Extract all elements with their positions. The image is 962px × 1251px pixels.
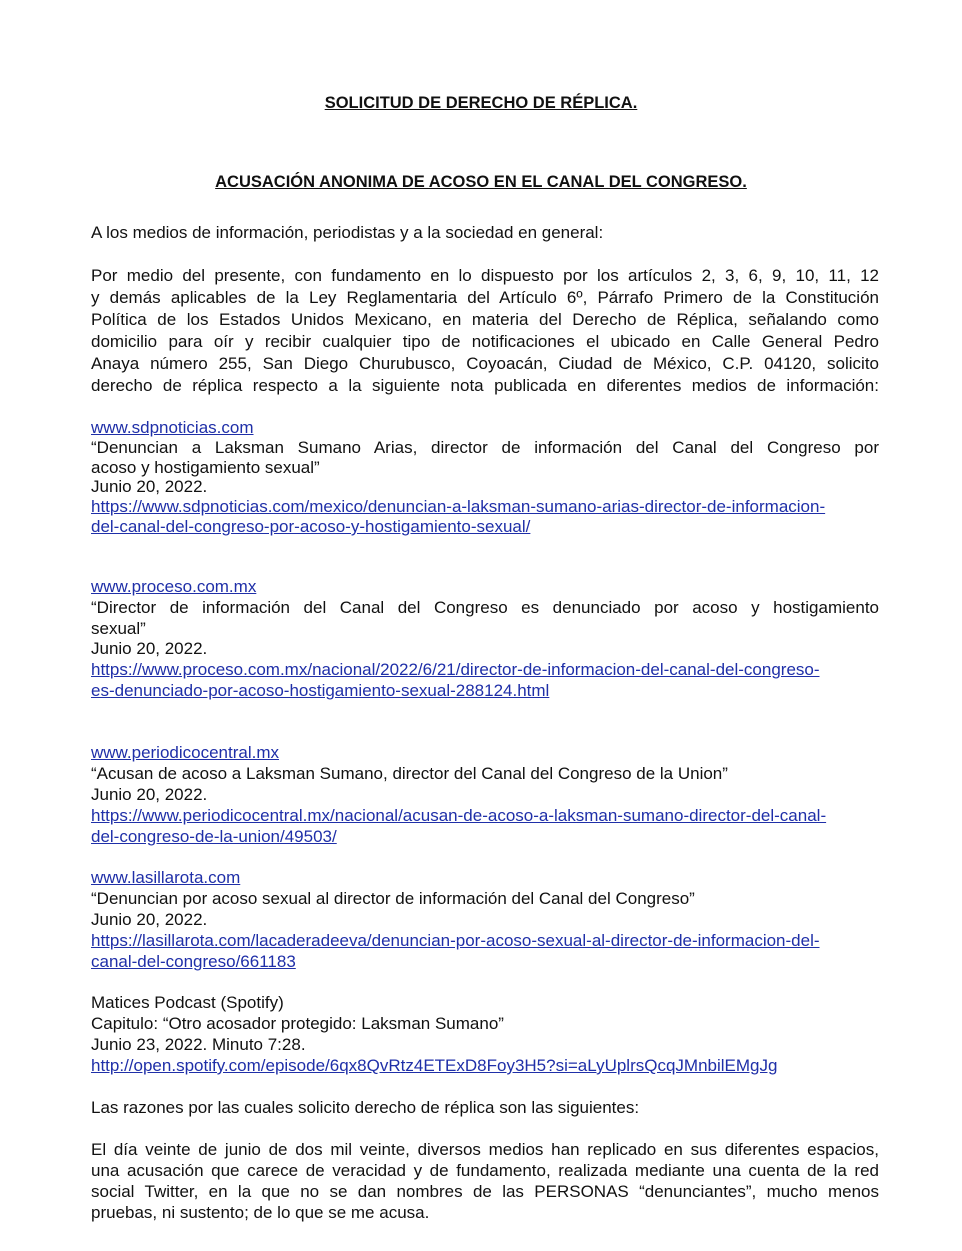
source-url-link[interactable]: canal-del-congreso/661183	[91, 952, 296, 971]
source-headline-line: “Denuncian por acoso sexual al director de información del Canal del Congreso”	[91, 889, 695, 908]
closing-line-1: El día veinte de junio de dos mil veinte, diversos medios han replicado en sus diferentes espacios,	[91, 1140, 879, 1159]
source-headline-line: “Director de información del Canal del Congreso es denunciado por acoso y hostigamiento	[91, 598, 879, 617]
source-url-link[interactable]: https://www.periodicocentral.mx/nacional/acusan-de-acoso-a-laksman-sumano-director-del-canal-	[91, 806, 827, 825]
source-date: Junio 20, 2022.	[91, 785, 208, 804]
closing-line-4: pruebas, ni sustento; de lo que se me acusa.	[91, 1203, 430, 1222]
source-url-link[interactable]: https://www.sdpnoticias.com/mexico/denuncian-a-laksman-sumano-arias-director-de-informacion-	[91, 497, 826, 516]
intro-line-2: y demás aplicables de la Ley Reglamentaria del Artículo 6º, Párrafo Primero de la Constitución	[91, 288, 879, 307]
podcast-date: Junio 23, 2022. Minuto 7:28.	[91, 1035, 306, 1054]
podcast-chapter: Capitulo: “Otro acosador protegido: Laksman Sumano”	[91, 1014, 504, 1033]
source-site-link[interactable]: www.proceso.com.mx	[91, 577, 257, 596]
source-headline-line: “Acusan de acoso a Laksman Sumano, director del Canal del Congreso de la Union”	[91, 764, 728, 783]
source-url-link[interactable]: https://www.proceso.com.mx/nacional/2022/6/21/director-de-informacion-del-canal-del-congreso-	[91, 660, 820, 679]
source-url-link[interactable]: https://lasillarota.com/lacaderadeeva/denuncian-por-acoso-sexual-al-director-de-informacion-del-	[91, 931, 820, 950]
closing-line-2: una acusación que carece de veracidad y de fundamento, realizada mediante una cuenta de la red	[91, 1161, 879, 1180]
source-url-link[interactable]: del-congreso-de-la-union/49503/	[91, 827, 337, 846]
intro-line-4: domicilio para oír y recibir cualquier tipo de notificaciones el ubicado en Calle General Pedro	[91, 332, 879, 351]
document-title: SOLICITUD DE DERECHO DE RÉPLICA.	[324, 94, 638, 112]
greeting: A los medios de información, periodistas y a la sociedad en general:	[91, 223, 604, 242]
source-url-link[interactable]: del-canal-del-congreso-por-acoso-y-hostigamiento-sexual/	[91, 517, 531, 536]
intro-line-6: derecho de réplica respecto a la siguiente nota publicada en diferentes medios de información:	[91, 376, 879, 395]
podcast-name: Matices Podcast (Spotify)	[91, 993, 284, 1012]
intro-line-1: Por medio del presente, con fundamento en lo dispuesto por los artículos 2, 3, 6, 9, 10, 11, 12	[91, 266, 879, 285]
reasons-intro: Las razones por las cuales solicito derecho de réplica son las siguientes:	[91, 1098, 640, 1117]
closing-line-3: social Twitter, en la que no se dan nombres de las PERSONAS “denunciantes”, mucho menos	[91, 1182, 879, 1201]
intro-line-3: Política de los Estados Unidos Mexicano, en materia del Derecho de Réplica, señalando como	[91, 310, 879, 329]
source-site-link[interactable]: www.lasillarota.com	[91, 868, 241, 887]
source-date: Junio 20, 2022.	[91, 639, 208, 658]
source-headline-line: sexual”	[91, 619, 146, 638]
source-url-link[interactable]: es-denunciado-por-acoso-hostigamiento-sexual-288124.html	[91, 681, 550, 700]
source-site-link[interactable]: www.periodicocentral.mx	[91, 743, 280, 762]
source-site-link[interactable]: www.sdpnoticias.com	[91, 418, 254, 437]
podcast-url-link[interactable]: http://open.spotify.com/episode/6qx8QvRtz4ETExD8Foy3H5?si=aLyUplrsQcqJMnbilEMgJg	[91, 1056, 778, 1075]
intro-line-5: Anaya número 255, San Diego Churubusco, Coyoacán, Ciudad de México, C.P. 04120, solicito	[91, 354, 879, 373]
source-date: Junio 20, 2022.	[91, 477, 208, 496]
document-subtitle: ACUSACIÓN ANONIMA DE ACOSO EN EL CANAL DEL CONGRESO.	[215, 173, 747, 191]
source-headline-line: acoso y hostigamiento sexual”	[91, 458, 320, 477]
source-date: Junio 20, 2022.	[91, 910, 208, 929]
source-headline-line: “Denuncian a Laksman Sumano Arias, director de información del Canal del Congreso por	[91, 438, 879, 457]
